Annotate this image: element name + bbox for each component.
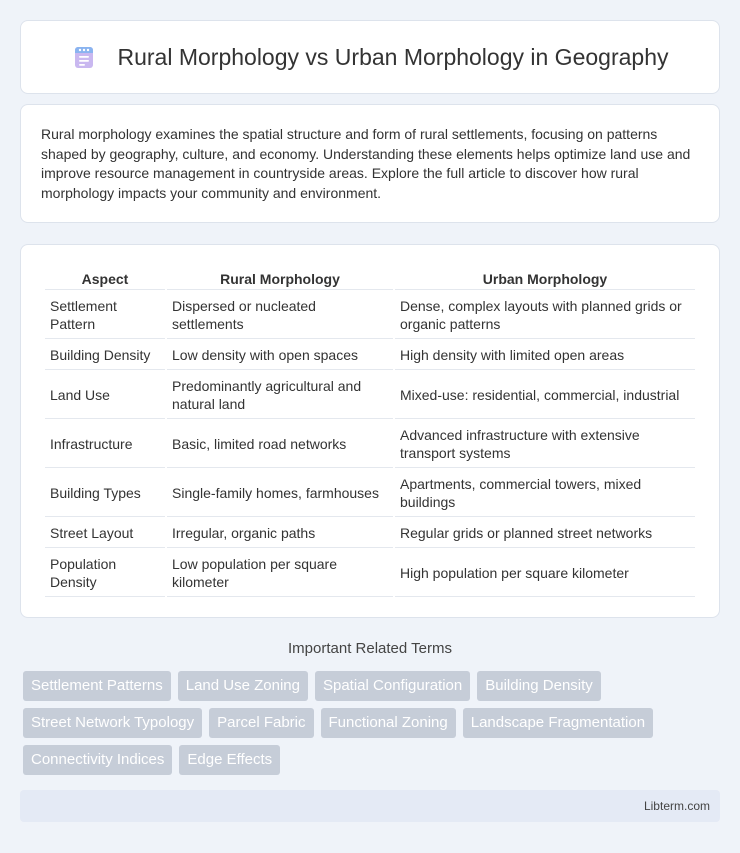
table-header-row	[45, 267, 695, 290]
table-row	[45, 372, 695, 419]
cell-urban: Dense, complex layouts with planned grids or organic patterns	[395, 292, 695, 339]
cell-aspect: Population Density	[45, 550, 165, 597]
intro-text: Rural morphology examines the spatial structure and form of rural settlements, focusing on patterns shaped by geography, culture, and economy. Understanding these elements helps optimize land use and improve resource management in countryside areas. Explore the full article to discover how rural morphology impacts your community and environment.	[41, 126, 691, 201]
table-row	[45, 341, 695, 370]
column-header-rural: Rural Morphology	[167, 267, 393, 290]
tag-building-density[interactable]: Building Density	[477, 671, 601, 701]
tag-edge-effects[interactable]: Edge Effects	[179, 745, 280, 775]
cell-rural: Low population per square kilometer	[167, 550, 393, 597]
cell-urban: Apartments, commercial towers, mixed buildings	[395, 470, 695, 517]
cell-aspect: Land Use	[45, 372, 165, 419]
tag-land-use-zoning[interactable]: Land Use Zoning	[178, 671, 308, 701]
cell-urban: Regular grids or planned street networks	[395, 519, 695, 548]
tag-parcel-fabric[interactable]: Parcel Fabric	[209, 708, 313, 738]
cell-urban: High population per square kilometer	[395, 550, 695, 597]
intro-card	[20, 104, 720, 223]
table-row	[45, 470, 695, 517]
related-terms-list	[23, 671, 723, 775]
cell-aspect: Street Layout	[45, 519, 165, 548]
comparison-table-card	[20, 244, 720, 618]
related-terms-title: Important Related Terms	[288, 640, 452, 657]
cell-aspect: Building Types	[45, 470, 165, 517]
column-header-urban: Urban Morphology	[395, 267, 695, 290]
cell-rural: Irregular, organic paths	[167, 519, 393, 548]
cell-rural: Predominantly agricultural and natural land	[167, 372, 393, 419]
tag-settlement-patterns[interactable]: Settlement Patterns	[23, 671, 171, 701]
cell-aspect: Settlement Pattern	[45, 292, 165, 339]
table-row	[45, 550, 695, 597]
cell-urban: Mixed-use: residential, commercial, industrial	[395, 372, 695, 419]
cell-urban: High density with limited open areas	[395, 341, 695, 370]
tag-connectivity-indices[interactable]: Connectivity Indices	[23, 745, 172, 775]
cell-urban: Advanced infrastructure with extensive transport systems	[395, 421, 695, 468]
cell-rural: Low density with open spaces	[167, 341, 393, 370]
tag-landscape-fragmentation[interactable]: Landscape Fragmentation	[463, 708, 653, 738]
cell-aspect: Infrastructure	[45, 421, 165, 468]
cell-rural: Basic, limited road networks	[167, 421, 393, 468]
column-header-aspect: Aspect	[45, 267, 165, 290]
document-icon	[71, 44, 97, 70]
page-title: Rural Morphology vs Urban Morphology in Geography	[117, 43, 669, 70]
cell-rural: Single-family homes, farmhouses	[167, 470, 393, 517]
header-card	[20, 20, 720, 94]
tag-functional-zoning[interactable]: Functional Zoning	[321, 708, 456, 738]
table-row	[45, 519, 695, 548]
tag-street-network-typology[interactable]: Street Network Typology	[23, 708, 202, 738]
table-row	[45, 421, 695, 468]
footer-site-link[interactable]: Libterm.com	[643, 799, 710, 813]
tag-spatial-configuration[interactable]: Spatial Configuration	[315, 671, 470, 701]
comparison-table	[43, 265, 697, 599]
footer	[20, 790, 720, 822]
cell-aspect: Building Density	[45, 341, 165, 370]
table-row	[45, 292, 695, 339]
cell-rural: Dispersed or nucleated settlements	[167, 292, 393, 339]
